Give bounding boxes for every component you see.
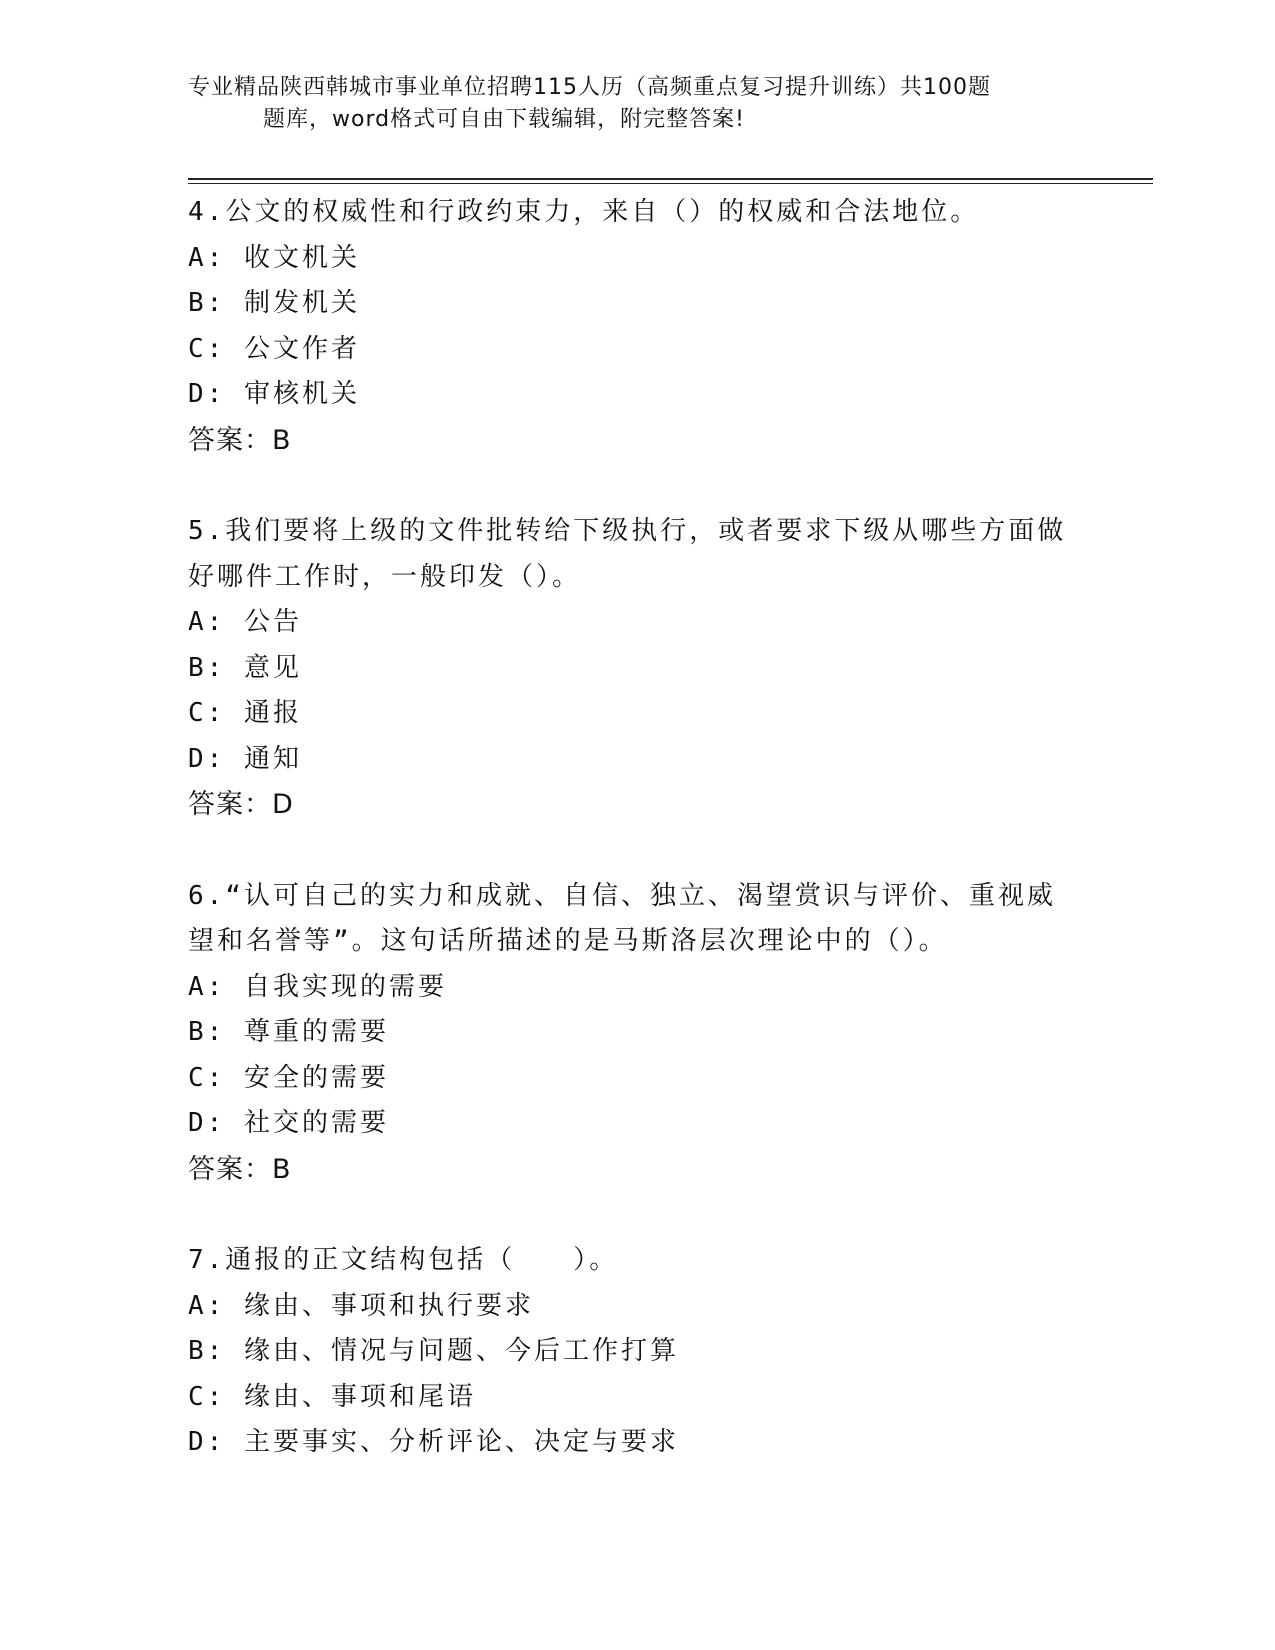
question-text-continued: 望和名誉等”。这句话所描述的是马斯洛层次理论中的（）。 [188,926,948,956]
option-b: B: 制发机关 [188,288,360,318]
option-c: C: 缘由、事项和尾语 [188,1381,476,1412]
document-header [188,72,1068,136]
option-a: A: 公告 [188,607,302,637]
option-d: D: 社交的需要 [188,1108,389,1138]
option-a: A: 缘由、事项和执行要求 [188,1290,534,1321]
question-list [188,190,1068,1512]
question-text: 7.通报的正文结构包括（ ）。 [188,1245,619,1275]
header-title-line2: 题库，word格式可自由下载编辑，附完整答案! [263,107,745,132]
question-text: 4.公文的权威性和行政约束力，来自（）的权威和合法地位。 [188,197,980,227]
answer-text: 答案：D [188,789,294,820]
header-title-line1: 专业精品陕西韩城市事业单位招聘115人历（高频重点复习提升训练）共100题 [188,75,991,100]
option-d: D: 通知 [188,743,302,774]
question-text: 6.“认可自己的实力和成就、自信、独立、渴望赏识与评价、重视威 [188,880,1056,911]
question-item [188,509,1068,828]
option-b: B: 缘由、情况与问题、今后工作打算 [188,1336,679,1366]
question-text: 5.我们要将上级的文件批转给下级执行，或者要求下级从哪些方面做 [188,516,1067,546]
question-item [188,874,1068,1193]
header-divider-thin [188,183,1153,184]
answer-text: 答案：B [188,1153,292,1185]
answer-text: 答案：B [188,424,292,456]
option-b: B: 尊重的需要 [188,1017,389,1047]
option-a: A: 收文机关 [188,242,360,273]
option-a: A: 自我实现的需要 [188,971,447,1002]
option-d: D: 主要事实、分析评论、决定与要求 [188,1427,679,1457]
option-d: D: 审核机关 [188,379,360,409]
question-item [188,1238,1068,1466]
header-divider-thick [188,178,1153,180]
question-text-continued: 好哪件工作时，一般印发（）。 [188,561,582,592]
question-item [188,190,1068,463]
option-c: C: 公文作者 [188,333,360,364]
option-c: C: 安全的需要 [188,1062,389,1093]
option-c: C: 通报 [188,698,302,728]
option-b: B: 意见 [188,652,302,683]
